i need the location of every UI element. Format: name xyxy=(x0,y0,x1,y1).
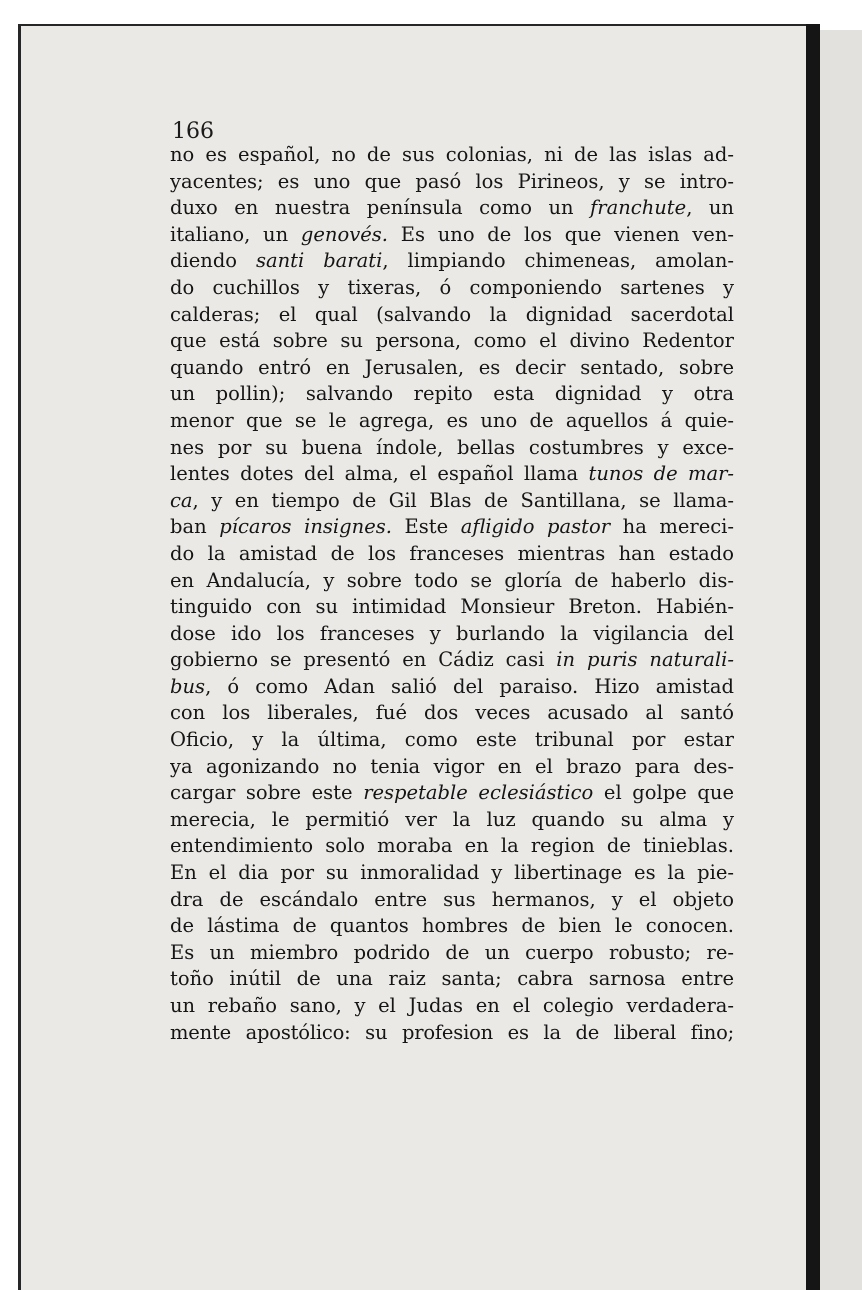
text-line xyxy=(170,647,734,674)
italic-phrase: respetable eclesiástico xyxy=(363,781,594,805)
italic-phrase: franchute xyxy=(590,196,687,220)
text-segment: duxo en nuestra península como un xyxy=(170,196,591,220)
text-segment: un rebaño sano, y el Judas en el colegio verdadera- xyxy=(170,994,734,1017)
text-segment: ban xyxy=(170,515,220,539)
text-segment: , limpiando chimeneas, amolan- xyxy=(382,249,734,273)
text-segment: ha mereci- xyxy=(610,515,734,539)
text-line xyxy=(170,488,734,515)
text-segment: entendimiento solo moraba en la region de tinieblas. xyxy=(170,834,734,858)
text-segment: merecia, le permitió ver la luz quando su alma y xyxy=(170,807,734,831)
text-line xyxy=(170,541,734,568)
italic-phrase: ca xyxy=(170,488,193,512)
text-segment: que está sobre su persona, como el divino Redentor xyxy=(170,329,734,353)
text-line xyxy=(170,860,734,887)
text-segment: de lástima de quantos hombres de bien le conocen. xyxy=(170,914,734,938)
text-line xyxy=(170,355,734,382)
text-line xyxy=(170,674,734,701)
text-line xyxy=(170,780,734,807)
text-line xyxy=(170,514,734,541)
text-line xyxy=(170,222,734,249)
text-line xyxy=(170,621,734,648)
text-segment: no es español, no de sus colonias, ni de las islas ad- xyxy=(170,143,734,166)
text-segment: do cuchillos y tixeras, ó componiendo sartenes y xyxy=(170,275,734,299)
text-segment: lentes dotes del alma, el español llama xyxy=(170,462,589,486)
text-line xyxy=(170,275,734,302)
text-segment: Es uno de los que vienen ven- xyxy=(387,222,734,246)
text-segment: ya agonizando no tenia vigor en el brazo para des- xyxy=(170,754,734,778)
text-segment: cargar sobre este xyxy=(170,781,364,805)
text-line xyxy=(170,940,734,967)
text-line xyxy=(170,700,734,727)
text-segment: mente apostólico: su profesion es la de liberal fino; xyxy=(170,1020,734,1044)
text-segment: un pollin); salvando repito esta dignidad y otra xyxy=(170,382,734,406)
text-line xyxy=(170,461,734,488)
text-segment: con los liberales, fué dos veces acusado al santó xyxy=(170,701,734,725)
text-line xyxy=(170,328,734,355)
text-segment: do la amistad de los franceses mientras han estado xyxy=(170,541,734,565)
italic-phrase: pícaros insignes. xyxy=(219,515,392,539)
text-line xyxy=(170,1020,734,1047)
text-segment: Este xyxy=(391,515,461,539)
text-line xyxy=(170,993,734,1020)
text-line xyxy=(170,195,734,222)
book-gutter xyxy=(806,24,820,1290)
text-line xyxy=(170,381,734,408)
text-segment: dra de escándalo entre sus hermanos, y el objeto xyxy=(170,887,734,911)
text-line xyxy=(170,435,734,462)
text-segment: el golpe que xyxy=(593,781,734,805)
italic-phrase: tunos de mar- xyxy=(588,462,734,486)
text-segment: , y en tiempo de Gil Blas de Santillana, se llama- xyxy=(192,488,734,512)
text-segment: dose ido los franceses y burlando la vigilancia del xyxy=(170,621,734,645)
text-segment: tinguido con su intimidad Monsieur Breton. Habién- xyxy=(170,595,734,619)
text-segment: diendo xyxy=(170,249,256,273)
text-segment: yacentes; es uno que pasó los Pirineos, y se intro- xyxy=(170,169,734,193)
text-segment: en Andalucía, y sobre todo se gloría de haberlo dis- xyxy=(170,568,734,592)
text-line xyxy=(170,833,734,860)
text-segment: , un xyxy=(686,196,734,220)
text-segment: En el dia por su inmoralidad y libertinage es la pie- xyxy=(170,861,734,885)
text-segment: Oficio, y la última, como este tribunal por estar xyxy=(170,728,734,752)
text-segment: Es un miembro podrido de un cuerpo robusto; re- xyxy=(170,940,734,964)
adjacent-page-edge xyxy=(820,30,862,1290)
italic-phrase: bus xyxy=(170,674,206,698)
text-line xyxy=(170,754,734,781)
text-line xyxy=(170,594,734,621)
text-line xyxy=(170,887,734,914)
text-segment: quando entró en Jerusalen, es decir sentado, sobre xyxy=(170,355,734,379)
italic-phrase: genovés. xyxy=(300,222,388,246)
text-line xyxy=(170,568,734,595)
text-segment: calderas; el qual (salvando la dignidad sacerdotal xyxy=(170,302,734,326)
text-line xyxy=(170,302,734,329)
text-segment: menor que se le agrega, es uno de aquellos á quie- xyxy=(170,408,734,432)
text-segment: nes por su buena índole, bellas costumbres y exce- xyxy=(170,435,734,459)
text-line xyxy=(170,142,734,169)
text-segment: italiano, un xyxy=(170,222,301,246)
text-segment: toño inútil de una raiz santa; cabra sarnosa entre xyxy=(170,967,734,991)
text-line xyxy=(170,727,734,754)
italic-phrase: in puris naturali- xyxy=(556,648,734,672)
italic-phrase: santi barati xyxy=(255,249,383,273)
body-text xyxy=(170,142,734,1046)
text-segment: gobierno se presentó en Cádiz casi xyxy=(170,648,557,672)
text-segment: , ó como Adan salió del paraiso. Hizo amistad xyxy=(205,674,734,698)
italic-phrase: afligido pastor xyxy=(460,515,611,539)
text-line xyxy=(170,913,734,940)
text-line xyxy=(170,248,734,275)
text-line xyxy=(170,807,734,834)
text-line xyxy=(170,966,734,993)
text-line xyxy=(170,169,734,196)
page-number: 166 xyxy=(172,119,214,144)
text-line xyxy=(170,408,734,435)
